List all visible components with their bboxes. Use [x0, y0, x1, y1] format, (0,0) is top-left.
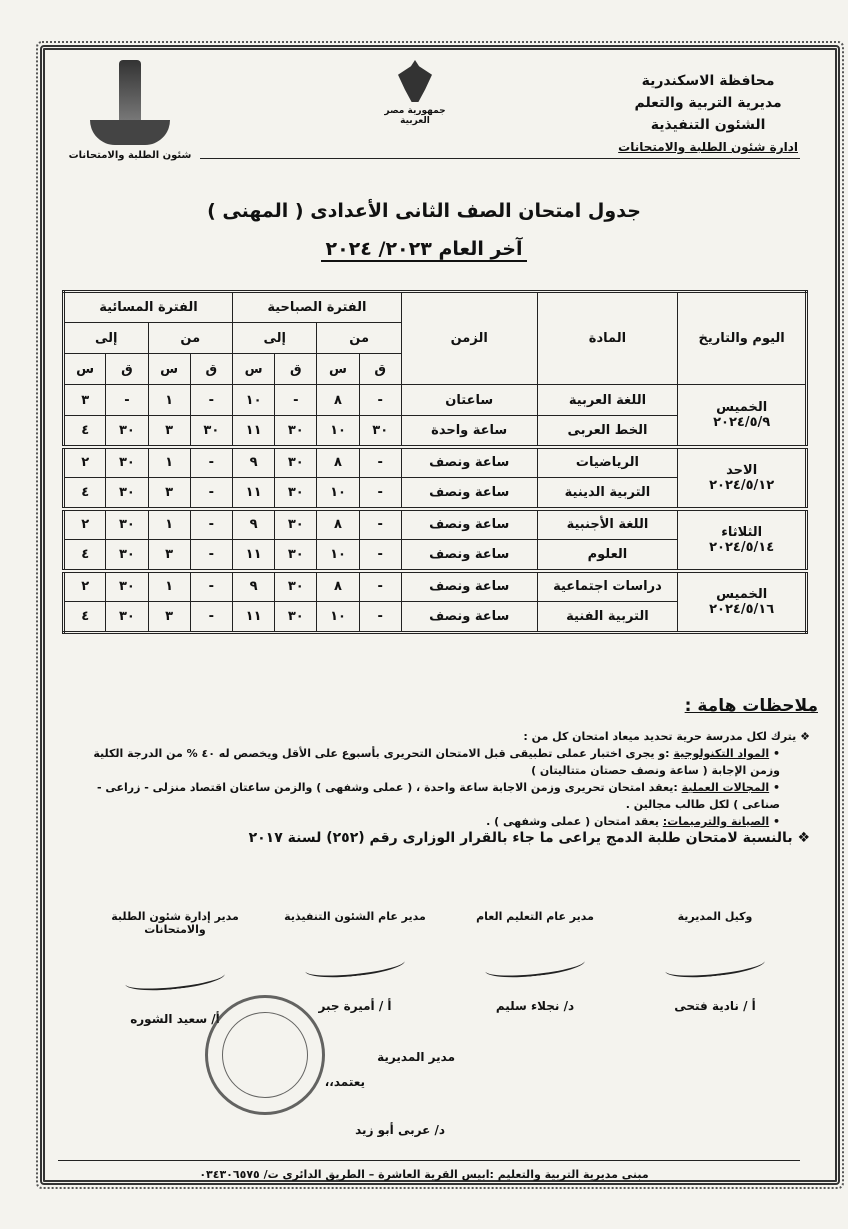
hour-cell: ١١ [232, 602, 274, 633]
hour-cell: ١٠ [232, 385, 274, 416]
table-row [64, 385, 807, 416]
signature-mark [455, 931, 615, 991]
note-3-text: :يعقد امتحان تحريرى وزمن الاجابة ساعة واحدة ، ( عملى وشفهى ) والزمن ساعتان اقتصاد منزلى - زراعى - صناعى ) لكل طالب مجالين . [96, 781, 780, 811]
hour-cell: ٤ [64, 478, 106, 509]
hour-cell: ١ [148, 447, 190, 478]
note-4: • الصيانة والترميمات: يعقد امتحان ( عملى وشفهى ) . [486, 815, 780, 828]
hour-cell: ٩ [232, 447, 274, 478]
minute-cell: - [359, 447, 401, 478]
subject-cell: التربية الدينية [537, 478, 678, 509]
duration-cell: ساعة ونصف [401, 602, 537, 633]
note-4-text: يعقد امتحان ( عملى وشفهى ) . [486, 815, 663, 828]
header-hour: س [64, 354, 106, 385]
table-row [64, 571, 807, 602]
minute-cell: - [190, 602, 232, 633]
day: الاحد [726, 462, 758, 478]
footer-address: مبنى مديرية التربية والتعليم :ابيس القرية العاشرة – الطريق الدائرى ت/ ٠٣٤٣٠٦٥٧٥ [199, 1168, 649, 1181]
hour-cell: ٨ [317, 509, 359, 540]
hour-cell: ٢ [64, 509, 106, 540]
header-divider [200, 158, 800, 159]
duration-cell: ساعة ونصف [401, 478, 537, 509]
header-minute: ق [106, 354, 148, 385]
minute-cell: - [190, 571, 232, 602]
signature-name: أ/ سعيد الشوره [130, 1012, 220, 1026]
exam-schedule-table [62, 290, 808, 634]
signature-block [635, 910, 795, 1026]
page-subtitle [0, 238, 848, 260]
header-minute: ق [275, 354, 317, 385]
signature-title: وكيل المديرية [677, 910, 753, 923]
hour-cell: ٩ [232, 571, 274, 602]
signature-name: أ / أميرة جبر [318, 999, 392, 1013]
hour-cell: ١١ [232, 540, 274, 571]
date: ٢٠٢٤/٥/١٤ [709, 539, 775, 555]
signature-mark [95, 944, 255, 1004]
duration-cell: ساعة ونصف [401, 447, 537, 478]
minute-cell: - [359, 540, 401, 571]
hour-cell: ٤ [64, 602, 106, 633]
minute-cell: - [275, 385, 317, 416]
calligraphy-decoration [345, 120, 495, 155]
day-date-cell [678, 385, 807, 447]
minute-cell: ٣٠ [275, 478, 317, 509]
minute-cell: ٣٠ [106, 571, 148, 602]
date: ٢٠٢٤/٥/١٦ [709, 601, 775, 617]
hour-cell: ٤ [64, 416, 106, 447]
header-from: من [148, 323, 232, 354]
minute-cell: ٣٠ [106, 478, 148, 509]
note-3: • المجالات العملية :يعقد امتحان تحريرى وزمن الاجابة ساعة واحدة ، ( عملى وشفهى ) والزمن ساعتان اقتصاد منزلى - زراعى - صناعى ) لكل طالب مجالين . [96, 781, 780, 811]
minute-cell: ٣٠ [275, 416, 317, 447]
header-org [618, 70, 798, 158]
signature-mark [275, 931, 435, 991]
hour-cell: ٣ [148, 540, 190, 571]
note-2-label: المواد التكنولوجية [673, 747, 770, 760]
hour-cell: ١ [148, 385, 190, 416]
date: ٢٠٢٤/٥/١٢ [709, 477, 775, 493]
minute-cell: - [359, 385, 401, 416]
signature-title: مدير إدارة شئون الطلبة والامتحانات [111, 910, 239, 936]
minute-cell: ٣٠ [106, 416, 148, 447]
minute-cell: - [106, 385, 148, 416]
header-from: من [317, 323, 401, 354]
note-2: • المواد التكنولوجية :و يجرى اختبار عملى تطبيقى قبل الامتحان التحريرى بأسبوع على الأقل ويخصص له ٤٠ % من الدرجة الكلية وزمن الإجابة ( ساعة ونصف حصتان متتاليتان ) [93, 747, 780, 777]
header-minute: ق [359, 354, 401, 385]
minute-cell: - [359, 509, 401, 540]
subject-cell: التربية الفنية [537, 602, 678, 633]
director-title: مدير المديرية [377, 1050, 455, 1064]
minute-cell: - [190, 385, 232, 416]
minute-cell: ٣٠ [359, 416, 401, 447]
minute-cell: ٣٠ [275, 509, 317, 540]
header-evening: الفترة المسائية [64, 292, 233, 323]
day-date-cell [678, 509, 807, 571]
egypt-emblem [380, 60, 450, 126]
minute-cell: ٣٠ [275, 447, 317, 478]
table-row [64, 509, 807, 540]
header-morning: الفترة الصباحية [232, 292, 401, 323]
table-row [64, 447, 807, 478]
signature-block [455, 910, 615, 1026]
hour-cell: ٣ [148, 416, 190, 447]
director-approval [324, 1050, 455, 1137]
minute-cell: - [359, 478, 401, 509]
hour-cell: ٣ [64, 385, 106, 416]
signatures [95, 910, 795, 1026]
office: ادارة شئون الطلبة والامتحانات [618, 140, 798, 154]
subject-cell: الرياضيات [537, 447, 678, 478]
date: ٢٠٢٤/٥/٩ [713, 414, 771, 430]
eagle-icon [398, 60, 432, 102]
note-2-text: :و يجرى اختبار عملى تطبيقى قبل الامتحان التحريرى بأسبوع على الأقل ويخصص له ٤٠ % من الدرجة الكلية وزمن الإجابة ( ساعة ونصف حصتان متتاليتان ) [93, 747, 780, 777]
signature-title: مدير عام الشئون التنفيذية [284, 910, 426, 923]
minute-cell: - [190, 447, 232, 478]
minute-cell: ٣٠ [275, 571, 317, 602]
hour-cell: ٨ [317, 385, 359, 416]
official-seal [205, 995, 325, 1115]
note-1: ❖ يترك لكل مدرسة حرية تحديد ميعاد امتحان كل من : [523, 730, 810, 743]
subject-cell: اللغة العربية [537, 385, 678, 416]
duration-cell: ساعة ونصف [401, 540, 537, 571]
header-hour: س [317, 354, 359, 385]
minute-cell: - [190, 478, 232, 509]
hour-cell: ٤ [64, 540, 106, 571]
hour-cell: ١٠ [317, 416, 359, 447]
approval-label: يعتمد،، [324, 1075, 365, 1089]
hour-cell: ٩ [232, 509, 274, 540]
day: الثلاثاء [721, 524, 763, 540]
subject-cell: دراسات اجتماعية [537, 571, 678, 602]
logo-text: شئون الطلبة والامتحانات [68, 150, 192, 161]
hour-cell: ٣ [148, 602, 190, 633]
minute-cell: - [359, 571, 401, 602]
hour-cell: ٨ [317, 447, 359, 478]
hour-cell: ١١ [232, 478, 274, 509]
duration-cell: ساعة ونصف [401, 509, 537, 540]
header-duration: الزمن [401, 292, 537, 385]
minute-cell: - [190, 509, 232, 540]
hour-cell: ١١ [232, 416, 274, 447]
minute-cell: - [190, 540, 232, 571]
subject-cell: العلوم [537, 540, 678, 571]
duration-cell: ساعتان [401, 385, 537, 416]
hour-cell: ٢ [64, 447, 106, 478]
hour-cell: ١ [148, 509, 190, 540]
lighthouse-icon [119, 60, 141, 120]
note-3-label: المجالات العملية [681, 781, 770, 794]
hour-cell: ١٠ [317, 602, 359, 633]
notes [80, 728, 810, 847]
note-5: ❖ بالنسبة لامتحان طلبة الدمج يراعى ما جاء بالقرار الوزارى رقم (٢٥٢) لسنة ٢٠١٧ [248, 830, 810, 846]
hour-cell: ١ [148, 571, 190, 602]
governorate: محافظة الاسكندرية [641, 73, 775, 89]
header-hour: س [148, 354, 190, 385]
minute-cell: - [359, 602, 401, 633]
minute-cell: ٣٠ [275, 540, 317, 571]
hour-cell: ٢ [64, 571, 106, 602]
header-to: إلى [232, 323, 316, 354]
duration-cell: ساعة واحدة [401, 416, 537, 447]
minute-cell: ٣٠ [275, 602, 317, 633]
minute-cell: ٣٠ [106, 447, 148, 478]
header-day: اليوم والتاريخ [678, 292, 807, 385]
header-hour: س [232, 354, 274, 385]
hour-cell: ١٠ [317, 540, 359, 571]
signature-name: أ / نادية فتحى [674, 999, 756, 1013]
hour-cell: ١٠ [317, 478, 359, 509]
subject-cell: اللغة الأجنبية [537, 509, 678, 540]
student-affairs-logo [60, 55, 200, 160]
director-name: د/ عربى أبو زيد [355, 1123, 445, 1137]
signature-title: مدير عام التعليم العام [476, 910, 594, 923]
duration-cell: ساعة ونصف [401, 571, 537, 602]
subtitle-text: آخر العام ٢٠٢٣/ ٢٠٢٤ [321, 238, 526, 262]
day-date-cell [678, 571, 807, 633]
emblem-text: جمهورية مصر العربية [384, 106, 446, 126]
minute-cell: ٣٠ [106, 540, 148, 571]
directorate: مديرية التربية والتعلم [634, 95, 782, 111]
notes-heading: ملاحظات هامة : [684, 696, 818, 716]
department: الشئون التنفيذية [650, 117, 766, 133]
day-date-cell [678, 447, 807, 509]
subject-cell: الخط العربى [537, 416, 678, 447]
header-minute: ق [190, 354, 232, 385]
minute-cell: ٣٠ [106, 602, 148, 633]
page-title: جدول امتحان الصف الثانى الأعدادى ( المهنى ) [207, 200, 641, 222]
minute-cell: ٣٠ [190, 416, 232, 447]
header-to: إلى [64, 323, 149, 354]
signature-name: د/ نجلاء سليم [495, 999, 575, 1013]
ship-icon [90, 120, 170, 145]
signature-mark [635, 931, 795, 991]
day: الخميس [716, 586, 768, 602]
note-4-label: الصيانة والترميمات: [662, 815, 770, 828]
header-subject: المادة [537, 292, 678, 385]
hour-cell: ٨ [317, 571, 359, 602]
minute-cell: ٣٠ [106, 509, 148, 540]
hour-cell: ٣ [148, 478, 190, 509]
footer-divider [58, 1160, 800, 1161]
day: الخميس [716, 399, 768, 415]
